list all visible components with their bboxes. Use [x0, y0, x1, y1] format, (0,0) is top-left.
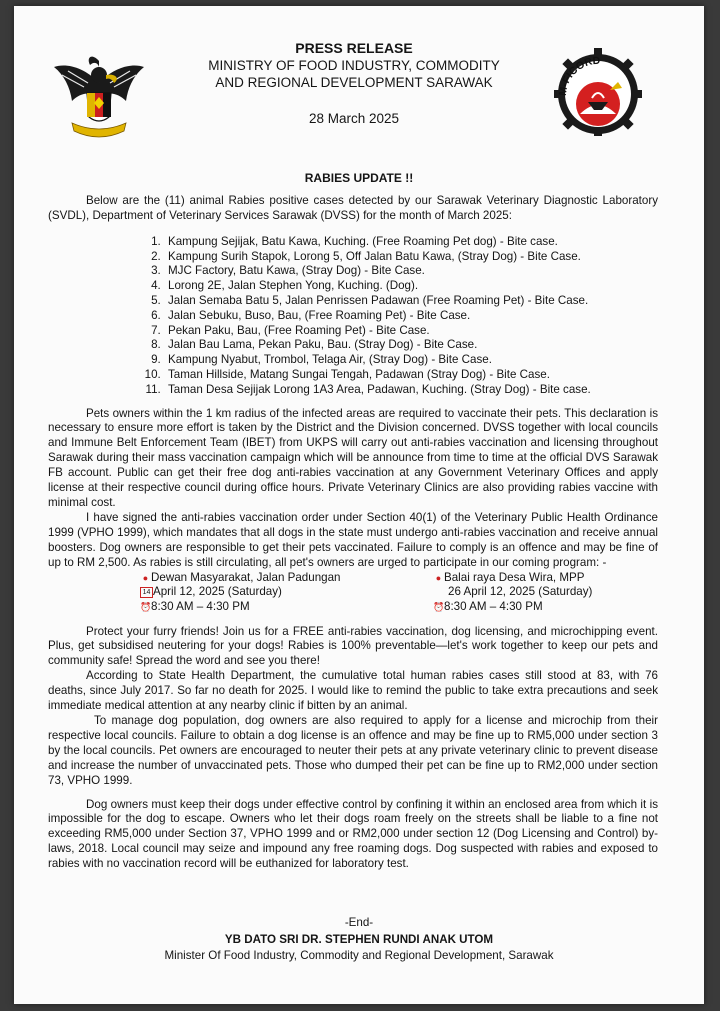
alarm-clock-icon: ⏰ [140, 601, 152, 612]
case-item: 3. MJC Factory, Batu Kawa, (Stray Dog) - Bite Case. [164, 264, 658, 279]
ministry-name-line-2: AND REGIONAL DEVELOPMENT SARAWAK [215, 75, 493, 90]
program-venue-1 [140, 571, 340, 615]
event-promo-paragraph: Protect your furry friends! Join us for a FREE anti-rabies vaccination, dog licensing, and microchipping event. Plus, get subsidised neutering for your dogs! Rabies is 100% preventable—let's work together to keep our pets and community safe! Spread the word and see you there! [48, 624, 658, 668]
program-venue-2 [433, 571, 592, 615]
program-schedule [48, 571, 658, 617]
calendar-icon: 14 [140, 587, 153, 598]
case-item: 11. Taman Desa Sejijak Lorong 1A3 Area, Padawan, Kuching. (Stray Dog) - Bite case. [164, 383, 658, 398]
location-pin-icon: ● [142, 572, 149, 583]
program-time: 8:30 AM – 4:30 PM [151, 599, 250, 613]
subject-title: RABIES UPDATE !! [304, 171, 414, 185]
program-time: 8:30 AM – 4:30 PM [444, 599, 543, 613]
case-item: 8. Jalan Bau Lama, Pekan Paku, Bau. (Stray Dog) - Bite Case. [164, 338, 658, 353]
release-date: 28 March 2025 [308, 111, 400, 126]
press-release-page [14, 6, 704, 1004]
ministry-name-line-1: MINISTRY OF FOOD INDUSTRY, COMMODITY [208, 58, 500, 73]
case-item: 6. Jalan Sebuku, Buso, Bau, (Free Roaming Pet) - Bite Case. [164, 309, 658, 324]
case-item: 2. Kampung Surih Stapok, Lorong 5, Off Jalan Batu Kawa, (Stray Dog) - Bite Case. [164, 250, 658, 265]
program-venue-name: Balai raya Desa Wira, MPP [444, 570, 585, 584]
case-item: 9. Kampung Nyabut, Trombol, Telaga Air, (Stray Dog) - Bite Case. [164, 353, 658, 368]
header-block [154, 39, 554, 126]
sarawak-crest-emblem [54, 53, 144, 145]
closing-block [14, 915, 704, 965]
program-date: 26 April 12, 2025 (Saturday) [448, 585, 593, 599]
end-mark: -End- [344, 916, 374, 929]
vaccination-order-paragraph: I have signed the anti-rabies vaccination order under Section 40(1) of the Veterinary Public Health Ordinance 1999 (VPHO 1999), which mandates that all dogs in the state must undergo anti-rabies vaccination and receive annual boosters. Dog owners are responsible to get their pets vaccinated. Failure to comply is an offence and may be fine of up to RM 2,500. As rabies is still circulating, all pet's owners are urged to participate in our coming program: - [48, 510, 658, 569]
minister-name: YB DATO SRI DR. STEPHEN RUNDI ANAK UTOM [224, 932, 494, 946]
case-item: 4. Lorong 2E, Jalan Stephen Yong, Kuching. (Dog). [164, 279, 658, 294]
vaccination-requirement-paragraph: Pets owners within the 1 km radius of the infected areas are required to vaccinate their pets. This declaration is necessary to ensure more effort is taken by the District and the Division concerned. DVSS together with local councils and Immune Belt Enforcement Team (IBET) from UKPS will carry out anti-rabies vaccination and licensing throughout Sarawak during their mass vaccination campaign which will be announce from time to time at the official DVS Sarawak FB account. Public can get their free dog anti-rabies vaccination at any Government Veterinary Offices and apply license at their respective council during office hours. Private Veterinary Clinics are also providing rabies vaccine with minimal cost. [48, 406, 658, 510]
m-ficord-logo [552, 44, 644, 136]
press-release-title: PRESS RELEASE [295, 40, 413, 56]
program-date: April 12, 2025 (Saturday) [153, 585, 282, 599]
minister-position: Minister Of Food Industry, Commodity and Regional Development, Sarawak [164, 949, 554, 962]
human-cases-paragraph: According to State Health Department, the cumulative total human rabies cases still stood at 83, with 76 deaths, since July 2017. So far no death for 2025. I would like to remind the public to take extra precautions and seek immediate medical attention at any nearby clinic if bitten by an animal. [48, 669, 658, 713]
logo-arc-text: M-FICORD [556, 54, 601, 97]
alarm-clock-icon: ⏰ [433, 601, 445, 612]
rabies-case-list [48, 235, 658, 398]
intro-paragraph: Below are the (11) animal Rabies positive cases detected by our Sarawak Veterinary Diagnostic Laboratory (SVDL), Department of Veterinary Services Sarawak (DVSS) for the month of March 2025: [48, 194, 658, 222]
dog-control-paragraph: Dog owners must keep their dogs under effective control by confining it within an enclosed area from which it is impossible for the dog to escape. Owners who let their dogs roam freely on the streets shall be liable to a fine not exceeding RM5,000 under Section 37, VPHO 1999 and or RM2,000 under section 12 (Dog Licensing and Control) by-laws, 2018. Local council may seize and impound any free roaming dogs. Dog suspected with rabies and exposed to rabies with no vaccination record will be euthanized for laboratory test. [48, 797, 658, 871]
release-body [48, 194, 658, 872]
case-item: 1. Kampung Sejijak, Batu Kawa, Kuching. (Free Roaming Pet dog) - Bite case. [164, 235, 658, 250]
case-item: 7. Pekan Paku, Bau, (Free Roaming Pet) - Bite Case. [164, 324, 658, 339]
dog-license-paragraph: To manage dog population, dog owners are also required to apply for a license and microchip from their respective local councils. Failure to obtain a dog license is an offence and may be fine up to RM5,000 under section 3 by the local councils. Pet owners are encouraged to neuter their pets at any private veterinary clinic to prevent disease and increase the number of unvaccinated pets. Those who dumped their pet can be fine up to RM2,000 under section 73, VPHO 1999. [48, 713, 658, 787]
program-venue-name: Dewan Masyarakat, Jalan Padungan [151, 570, 341, 584]
case-item: 10. Taman Hillside, Matang Sungai Tengah, Padawan (Stray Dog) - Bite Case. [164, 368, 658, 383]
location-pin-icon: ● [435, 572, 442, 583]
case-item: 5. Jalan Semaba Batu 5, Jalan Penrissen Padawan (Free Roaming Pet) - Bite Case. [164, 294, 658, 309]
